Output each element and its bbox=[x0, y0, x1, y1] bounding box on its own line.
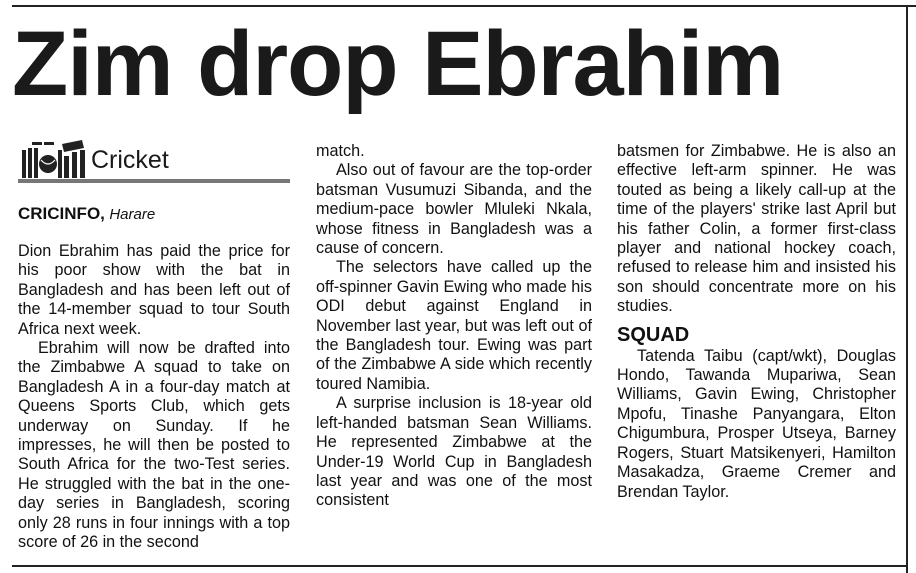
section-underline bbox=[18, 179, 290, 183]
byline bbox=[18, 204, 155, 225]
cricket-bat-ball-stumps-icon bbox=[18, 138, 88, 180]
bottom-border-rule bbox=[12, 565, 906, 567]
article-paragraph: batsmen for Zimbabwe. He is also an effective left-arm spinner. He was touted as being a likely call-up at the time of the players' strike last April but his father Colin, a former first-class player and national hockey coach, refused to release him and insisted his son should concentrate more on his studies. bbox=[617, 142, 896, 316]
section-label bbox=[18, 138, 290, 184]
article-paragraph: The selectors have called up the off-spinner Gavin Ewing who made his ODI debut against England in November last year, but was left out of the Bangladesh tour. Ewing was part of the Zimbabwe A side which recently toured Namibia. bbox=[316, 258, 592, 393]
article-paragraph: A surprise inclusion is 18-year old left-handed batsman Sean Williams. He represented Zimbabwe at the Under-19 World Cup in Bangladesh last year and was one of the most consistent bbox=[316, 394, 592, 510]
right-border-rule bbox=[906, 5, 908, 573]
article-paragraph: Ebrahim will now be drafted into the Zimbabwe A squad to take on Bangladesh A in a four-day match at Queens Sports Club, which gets underway on Sunday. If he impresses, he will then be posted to South Africa for the two-Test series. He struggled with the bat in the one-day series in Bangladesh, scoring only 28 runs in four innings with a top score of 26 in the second bbox=[18, 339, 290, 552]
article-paragraph: Dion Ebrahim has paid the price for his poor show with the bat in Bangladesh and has been left out of the 14-member squad to tour South Africa next week. bbox=[18, 242, 290, 338]
headline: Zim drop Ebrahim bbox=[12, 13, 784, 115]
section-label-text: Cricket bbox=[91, 146, 169, 174]
article-column-1 bbox=[18, 242, 290, 553]
squad-heading: SQUAD bbox=[617, 323, 690, 346]
article-paragraph: match. bbox=[316, 142, 365, 160]
top-border-rule bbox=[12, 5, 916, 7]
article-column-3 bbox=[617, 142, 896, 502]
article-paragraph: Also out of favour are the top-order batsman Vusumuzi Sibanda, and the medium-pace bowler Mluleki Nkala, whose fitness in Bangladesh was a cause of concern. bbox=[316, 161, 592, 258]
byline-location: Harare bbox=[109, 206, 156, 223]
squad-list: Tatenda Taibu (capt/wkt), Douglas Hondo, Tawanda Mupariwa, Sean Williams, Gavin Ewing, Christopher Mpofu, Tinashe Panyangara, Elton Chigumbura, Prosper Utseya, Barney Rogers, Stuart Matsikenyeri, Hamilton Masakadza, Graeme Cremer and Brendan Taylor. bbox=[617, 346, 896, 501]
article-column-2 bbox=[316, 142, 592, 511]
byline-source: CRICINFO, bbox=[18, 204, 105, 223]
